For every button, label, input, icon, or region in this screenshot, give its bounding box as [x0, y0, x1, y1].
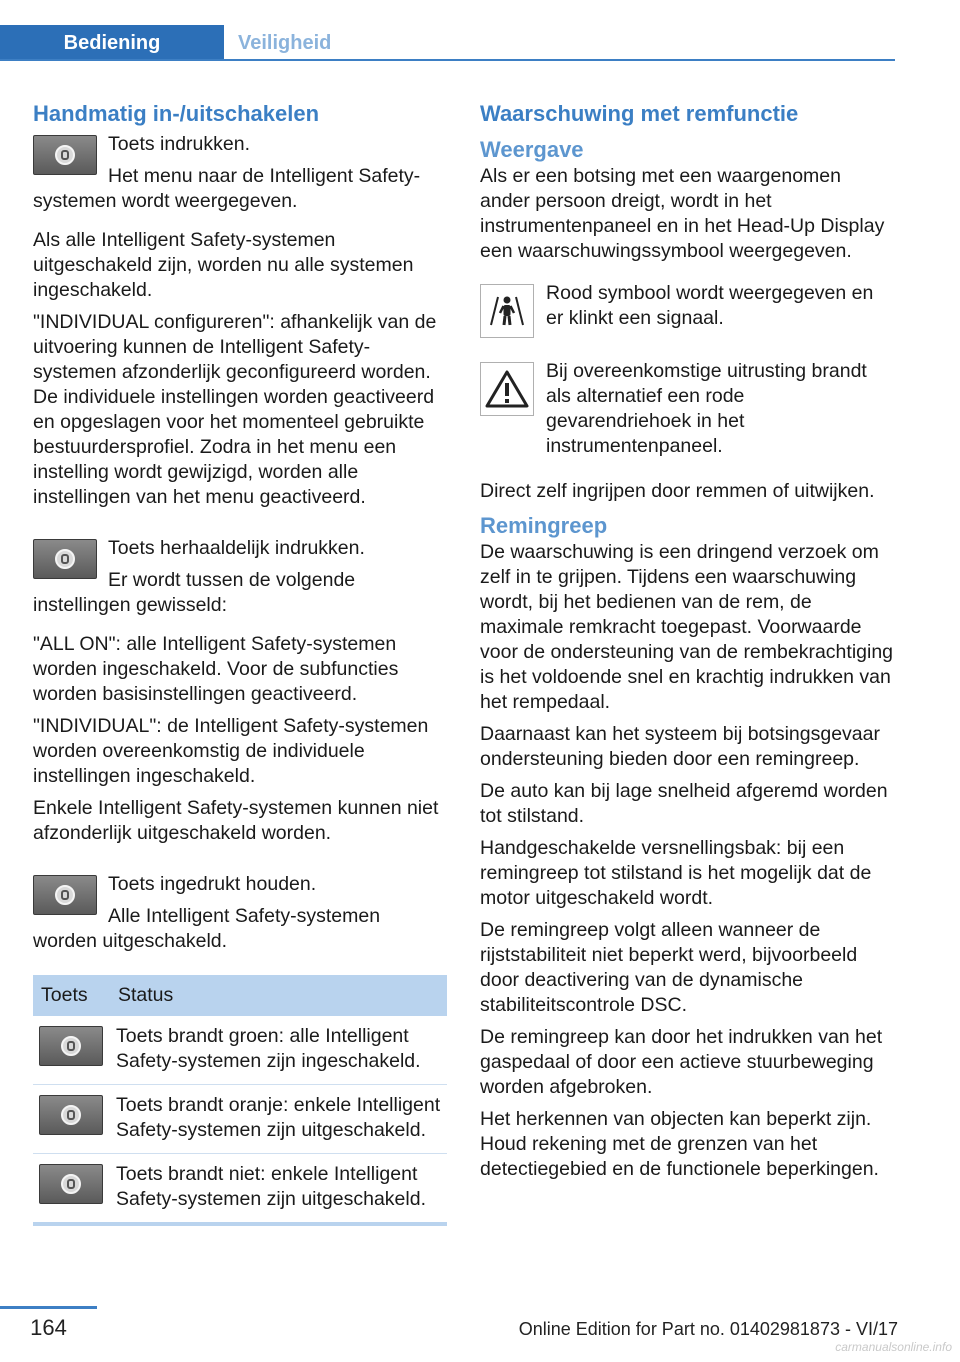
table-row — [33, 1085, 447, 1154]
instruction-text: Alle Intelligent Safety-systemen worden uitgeschakeld. — [33, 905, 381, 952]
subheading-weergave: Weergave — [480, 137, 584, 162]
watermark: carmanualsonline.info — [835, 1340, 952, 1354]
paragraph: Daarnaast kan het systeem bij botsingsgevaar ondersteuning bieden door een remingreep. — [480, 723, 880, 770]
paragraph: "INDIVIDUAL": de Intelligent Safety-systemen worden overeenkomstig de individuele instellingen ingeschakeld. — [33, 715, 429, 787]
symbol-text: Rood symbool wordt weergegeven en er klinkt een signaal. — [546, 282, 874, 329]
intelligent-safety-button-icon — [33, 539, 97, 579]
symbol-triangle-row — [480, 359, 895, 466]
warning-triangle-icon — [480, 362, 534, 416]
intelligent-safety-button-icon — [33, 875, 97, 915]
instruction-text: Toets ingedrukt houden. — [108, 873, 317, 895]
paragraph: Enkele Intelligent Safety-systemen kunnen niet afzonderlijk uitgeschakeld worden. — [33, 797, 439, 844]
table-cell-status: Toets brandt niet: enkele Intelligent Safety-systemen zijn uitgeschakeld. — [110, 1154, 447, 1225]
instruction-press — [33, 132, 447, 221]
page-number: 164 — [30, 1315, 67, 1340]
paragraph: "INDIVIDUAL configureren": afhankelijk van de uitvoering kunnen de Intelligent Safety-systemen afzonderlijk geconfigureerd worden. De individuele instellingen worden geactiveerd en opgeslagen voor het momenteel gebruikte bestuurdersprofiel. Zodra in het menu een instelling wordt gewijzigd, worden alle instellingen van het menu geactiveerd. — [33, 311, 437, 508]
intelligent-safety-button-icon — [39, 1164, 103, 1204]
header-tab-bar — [0, 25, 895, 61]
left-column — [33, 100, 447, 1226]
paragraph: "ALL ON": alle Intelligent Safety-systemen worden ingeschakeld. Voor de subfuncties worden basisinstellingen geactiveerd. — [33, 633, 399, 705]
paragraph: De waarschuwing is een dringend verzoek om zelf in te grijpen. Tijdens een waarschuwing wordt, bij het bedienen van de rem, de maximale remkracht toegepast. Voorwaarde voor de ondersteuning van de rembekrachtiging is het voldoende snel en krachtig indrukken van het rempedaal. — [480, 541, 894, 713]
person-warning-icon — [480, 284, 534, 338]
instruction-text: Toets herhaaldelijk indrukken. — [108, 537, 365, 559]
instruction-text: Het menu naar de Intelligent Safety-systemen wordt weergegeven. — [33, 165, 421, 212]
paragraph: De auto kan bij lage snelheid afgeremd worden tot stilstand. — [480, 780, 888, 827]
table-cell-status: Toets brandt oranje: enkele Intelligent Safety-systemen zijn uitgeschakeld. — [110, 1085, 447, 1154]
table-header-toets: Toets — [33, 975, 110, 1016]
paragraph: Handgeschakelde versnellingsbak: bij een remingreep tot stilstand is het mogelijk dat de motor uitgeschakeld wordt. — [480, 837, 872, 909]
intelligent-safety-button-icon — [39, 1026, 103, 1066]
tab-bediening[interactable]: Bediening — [0, 25, 224, 61]
paragraph: De remingreep volgt alleen wanneer de rijststabiliteit niet beperkt werd, bijvoorbeeld door deactivering van de dynamische stabiliteitscontrole DSC. — [480, 919, 858, 1016]
section-heading-warning: Waarschuwing met remfunctie — [480, 101, 799, 126]
paragraph: De remingreep kan door het indrukken van het gaspedaal of door een actieve stuurbeweging worden afgebroken. — [480, 1026, 883, 1098]
instruction-text: Toets indrukken. — [108, 133, 250, 155]
intelligent-safety-button-icon — [39, 1095, 103, 1135]
tab-veiligheid[interactable]: Veiligheid — [238, 31, 332, 54]
table-row — [33, 1154, 447, 1225]
symbol-text: Bij overeenkomstige uitrusting brandt als alternatief een rode gevarendriehoek in het instrumentenpaneel. — [546, 360, 867, 457]
table-row — [33, 1016, 447, 1085]
paragraph: Als er een botsing met een waargenomen ander persoon dreigt, wordt in het instrumentenpaneel en in het Head-Up Display een waarschuwingssymbool weergegeven. — [480, 165, 885, 262]
paragraph: Als alle Intelligent Safety-systemen uitgeschakeld zijn, worden nu alle systemen ingeschakeld. — [33, 229, 414, 301]
table-cell-status: Toets brandt groen: alle Intelligent Safety-systemen zijn ingeschakeld. — [110, 1016, 447, 1085]
subheading-remingreep: Remingreep — [480, 513, 608, 538]
edition-footer: Online Edition for Part no. 01402981873 - VI/17 — [518, 1319, 898, 1339]
symbol-person-row — [480, 281, 895, 342]
intelligent-safety-button-icon — [33, 135, 97, 175]
instruction-text: Er wordt tussen de volgende instellingen gewisseld: — [33, 569, 356, 616]
paragraph: Direct zelf ingrijpen door remmen of uitwijken. — [480, 480, 875, 502]
page-number-bar — [0, 1306, 97, 1309]
instruction-hold — [33, 872, 447, 961]
right-column — [480, 100, 895, 1189]
section-heading-manual: Handmatig in-/uitschakelen — [33, 101, 320, 126]
table-header-status: Status — [110, 975, 447, 1016]
instruction-press-repeatedly — [33, 536, 447, 625]
status-table — [33, 975, 447, 1226]
header-rule — [0, 59, 895, 61]
paragraph: Het herkennen van objecten kan beperkt zijn. Houd rekening met de grenzen van het detectiegebied en de functionele beperkingen. — [480, 1108, 879, 1180]
